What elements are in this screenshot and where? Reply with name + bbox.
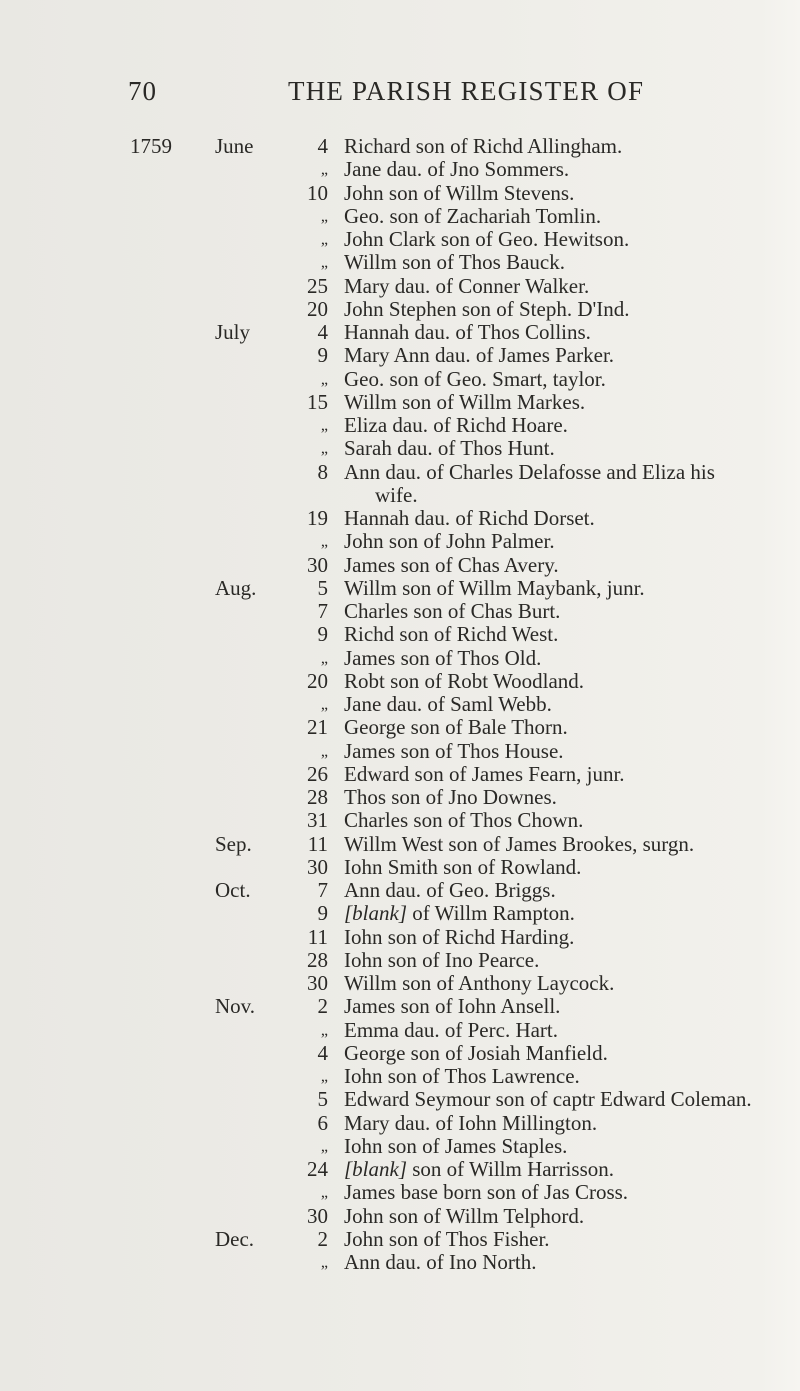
entry-day: 24 [307, 1157, 328, 1181]
entry-text: Charles son of Thos Chown. [344, 808, 584, 833]
entry-text: Willm West son of James Brookes, surgn. [344, 831, 695, 856]
entry-text: Mary Ann dau. of James Parker. [344, 343, 615, 368]
entry-month: Dec. [215, 1226, 255, 1251]
register-entry [0, 414, 800, 437]
register-entry [0, 1158, 800, 1181]
entry-text: Ann dau. of Charles Delafosse and Eliza his [344, 459, 715, 484]
entry-month: July [215, 320, 251, 344]
entry-text: Willm son of Anthony Laycock. [344, 971, 615, 995]
entry-day: 9 [317, 622, 328, 647]
entry-day: „ [320, 533, 328, 551]
entry-day: 8 [317, 459, 328, 484]
entry-day: 5 [317, 1087, 328, 1112]
register-entry [0, 879, 800, 902]
entry-text: John Stephen son of Steph. D'Ind. [344, 296, 630, 321]
register-entry [0, 275, 800, 298]
register-entry [0, 182, 800, 205]
entry-year: 1759 [130, 134, 172, 158]
entry-day: „ [320, 1021, 328, 1039]
entry-text: Thos son of Jno Downes. [344, 785, 557, 809]
entry-text: Iohn son of James Staples. [344, 1133, 568, 1158]
register-entry [0, 251, 800, 274]
entry-day: 28 [307, 785, 328, 809]
entry-text: Willm son of Willm Maybank, junr. [344, 575, 645, 600]
entry-month: Nov. [215, 994, 256, 1019]
register-entry [0, 670, 800, 693]
entry-text: Willm son of Thos Bauck. [344, 250, 566, 275]
entry-text: Emma dau. of Perc. Hart. [344, 1017, 559, 1042]
entry-day: „ [320, 649, 328, 667]
register-entry [0, 623, 800, 646]
entry-text: Iohn Smith son of Rowland. [344, 854, 582, 879]
entry-day: 28 [307, 947, 328, 972]
entry-text: Ann dau. of Geo. Briggs. [344, 878, 556, 902]
entry-text: John son of John Palmer. [344, 529, 555, 554]
entry-text: Mary dau. of Conner Walker. [344, 273, 590, 298]
register-entry [0, 647, 800, 670]
entry-day: 4 [317, 320, 328, 344]
entry-text: Iohn son of Thos Lawrence. [344, 1064, 580, 1088]
entry-text: Richard son of Richd Allingham. [344, 134, 623, 158]
register-entry [0, 530, 800, 553]
register-entry [0, 856, 800, 879]
register-entries [0, 135, 800, 1274]
register-entry [0, 205, 800, 228]
entry-text: James son of Thos Old. [344, 645, 542, 670]
entry-day: 26 [307, 761, 328, 786]
entry-day: 19 [307, 506, 328, 530]
entry-text: James son of Iohn Ansell. [344, 994, 561, 1019]
entry-text: Edward son of James Fearn, junr. [344, 761, 625, 786]
register-entry [0, 1181, 800, 1204]
entry-text: John son of Thos Fisher. [344, 1226, 550, 1251]
register-entry [0, 1251, 800, 1274]
entry-text: Geo. son of Zachariah Tomlin. [344, 203, 602, 228]
register-entry [0, 1205, 800, 1228]
entry-day: „ [320, 440, 328, 458]
entry-day: „ [320, 1184, 328, 1202]
entry-day: „ [320, 1068, 328, 1085]
entry-text: John son of Willm Stevens. [344, 180, 575, 205]
register-entry [0, 902, 800, 925]
register-entry [0, 461, 800, 484]
entry-text: John Clark son of Geo. Hewitson. [344, 227, 630, 251]
register-entry [0, 321, 800, 344]
entry-day: 30 [307, 552, 328, 577]
entry-day: 7 [317, 878, 328, 902]
entry-day: 20 [307, 668, 328, 693]
entry-text: Ann dau. of Ino North. [344, 1250, 537, 1274]
entry-day: „ [320, 417, 328, 434]
entry-day: 21 [307, 715, 328, 740]
register-entry [0, 158, 800, 181]
entry-day: 2 [317, 994, 328, 1019]
entry-day: 11 [307, 831, 328, 856]
register-entry [0, 135, 800, 158]
entry-day: 15 [307, 389, 328, 414]
entry-day: „ [320, 254, 328, 272]
entry-day: 6 [317, 1110, 328, 1135]
register-entry [0, 507, 800, 530]
entry-day: 4 [317, 1040, 328, 1065]
register-entry [0, 554, 800, 577]
entry-day: „ [320, 742, 328, 760]
register-entry [0, 298, 800, 321]
register-entry [0, 926, 800, 949]
entry-month: Oct. [215, 878, 251, 902]
register-entry [0, 1135, 800, 1158]
register-entry [0, 577, 800, 600]
entry-text: Hannah dau. of Richd Dorset. [344, 506, 595, 530]
entry-text: Geo. son of Geo. Smart, taylor. [344, 366, 606, 391]
register-entry [0, 1088, 800, 1111]
entry-text: Eliza dau. of Richd Hoare. [344, 413, 568, 437]
register-entry [0, 368, 800, 391]
entry-day: 5 [317, 575, 328, 600]
register-entry [0, 809, 800, 832]
page-header [0, 76, 800, 116]
register-entry [0, 740, 800, 763]
entry-text: Hannah dau. of Thos Collins. [344, 320, 591, 344]
entry-day: 10 [307, 180, 328, 205]
entry-day: 11 [307, 924, 328, 949]
entry-text: Iohn son of Ino Pearce. [344, 947, 540, 972]
entry-text: Iohn son of Richd Harding. [344, 924, 575, 949]
register-entry [0, 391, 800, 414]
register-entry [0, 763, 800, 786]
register-entry [0, 693, 800, 716]
entry-day: 30 [307, 1203, 328, 1228]
entry-text: Richd son of Richd West. [344, 622, 559, 647]
entry-text: James son of Chas Avery. [344, 552, 559, 577]
blank-marker: [blank] [344, 901, 407, 926]
entry-day: 31 [307, 808, 328, 833]
entry-day: 30 [307, 971, 328, 995]
entry-text: Charles son of Chas Burt. [344, 599, 561, 623]
entry-text: [blank] of Willm Rampton. [344, 901, 575, 926]
entry-day: 2 [317, 1226, 328, 1251]
entry-text: George son of Bale Thorn. [344, 715, 568, 740]
entry-text: Robt son of Robt Woodland. [344, 668, 585, 693]
register-entry [0, 972, 800, 995]
entry-text: George son of Josiah Manfield. [344, 1040, 608, 1065]
register-entry [0, 228, 800, 251]
entry-text: Willm son of Willm Markes. [344, 389, 586, 414]
register-entry [0, 995, 800, 1018]
entry-text: Jane dau. of Jno Sommers. [344, 157, 570, 182]
entry-day: 30 [307, 854, 328, 879]
entry-text: James base born son of Jas Cross. [344, 1180, 629, 1205]
entry-text: Sarah dau. of Thos Hunt. [344, 436, 555, 461]
entry-month: Sep. [215, 831, 252, 856]
entry-day: „ [320, 1254, 328, 1271]
entry-day: „ [320, 1137, 328, 1155]
entry-day: „ [320, 696, 328, 713]
register-entry [0, 1228, 800, 1251]
entry-day: „ [320, 161, 328, 179]
entry-text: Edward Seymour son of captr Edward Coleman. [344, 1087, 752, 1112]
register-entry [0, 1112, 800, 1135]
register-entry [0, 833, 800, 856]
register-entry [0, 600, 800, 623]
entry-text: wife. [375, 482, 418, 507]
entry-day: 9 [317, 901, 328, 926]
entry-text: Mary dau. of Iohn Millington. [344, 1110, 598, 1135]
register-entry [0, 716, 800, 739]
register-entry [0, 1042, 800, 1065]
entry-month: Aug. [215, 575, 257, 600]
entry-text: John son of Willm Telphord. [344, 1203, 585, 1228]
page-number: 70 [128, 76, 157, 106]
entry-day: 7 [317, 599, 328, 623]
register-entry [0, 786, 800, 809]
register-entry [0, 344, 800, 367]
entry-text: Jane dau. of Saml Webb. [344, 692, 552, 716]
entry-day: „ [320, 207, 328, 225]
register-entry [0, 1019, 800, 1042]
entry-day: 9 [317, 343, 328, 368]
entry-text: [blank] son of Willm Harrisson. [344, 1157, 615, 1181]
entry-day: „ [320, 370, 328, 388]
entry-day: 4 [317, 134, 328, 158]
entry-day: 20 [307, 296, 328, 321]
blank-marker: [blank] [344, 1157, 407, 1181]
entry-day: 25 [307, 273, 328, 298]
register-entry [0, 437, 800, 460]
register-entry [0, 1065, 800, 1088]
entry-month: June [215, 134, 254, 158]
entry-text: James son of Thos House. [344, 738, 564, 763]
register-entry [0, 949, 800, 972]
register-entry [0, 484, 800, 507]
entry-day: „ [320, 231, 328, 248]
running-head: THE PARISH REGISTER OF [288, 76, 645, 106]
